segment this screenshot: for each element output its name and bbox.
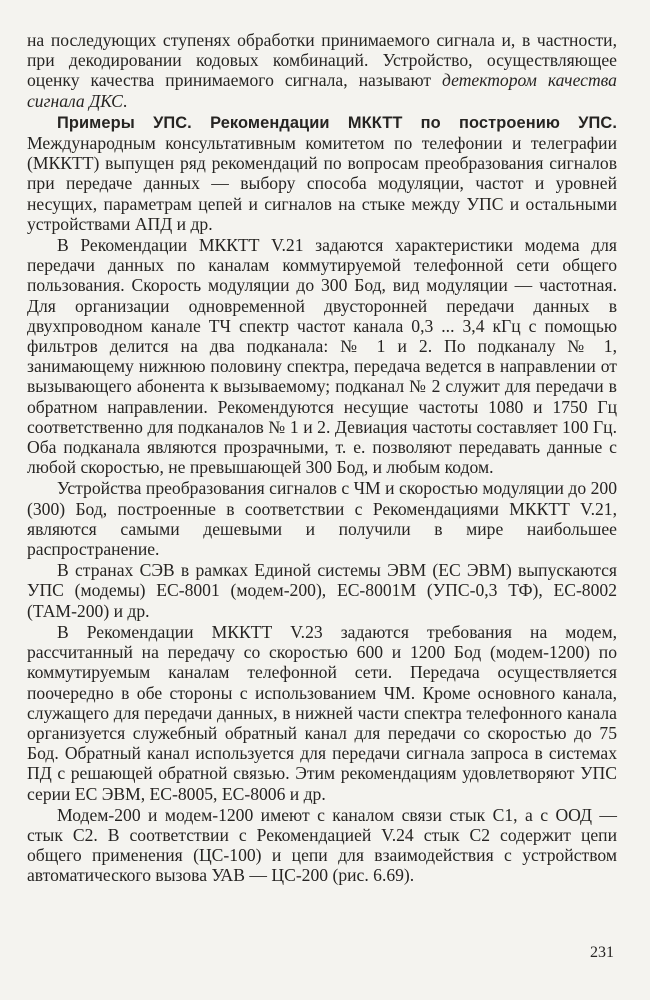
section-heading: Примеры УПС. Рекомендации МККТТ по построению УПС. — [57, 113, 617, 132]
paragraph-sev: В странах СЭВ в рамках Единой системы ЭВМ (ЕС ЭВМ) выпускаются УПС (модемы) ЕС-8001 (модем-200), ЕС-8001М (УПС-0,3 ТФ), ЕС-8002 (ТАМ-200) и др. — [27, 560, 617, 621]
paragraph-v21: В Рекомендации МККТТ V.21 задаются характеристики модема для передачи данных по каналам коммутируемой телефонной сети общего пользования. Скорость модуляции до 300 Бод, вид модуляции — частотная. Для организации одновременной двусторонней передачи данных в двухпроводном канале ТЧ спектр частот канала 0,3 ... 3,4 кГц с помощью фильтров делится на два подканала: № 1 и 2. По подканалу № 1, занимающему нижнюю половину спектра, передача ведется в направлении от вызывающего абонента к вызываемому; подканал № 2 служит для передачи в обратном направлении. Рекомендуются несущие частоты 1080 и 1750 Гц соответственно для подканалов № 1 и 2. Девиация частоты составляет 100 Гц. Оба подканала являются прозрачными, т. е. позволяют передавать данные с любой скоростью, не превышающей 300 Бод, и любым кодом. — [27, 235, 617, 478]
paragraph-continuation — [27, 30, 617, 111]
paragraph-section — [27, 112, 617, 234]
paragraph-1-end: . — [122, 90, 128, 111]
page-number: 231 — [590, 944, 614, 961]
paragraph-fm-devices: Устройства преобразования сигналов с ЧМ и скоростью модуляции до 200 (300) Бод, построенные в соответствии с Рекомендациями МККТТ V.21, являются самыми дешевыми и получили в мире наибольшее распространение. — [27, 478, 617, 560]
paragraph-interfaces: Модем-200 и модем-1200 имеют с каналом связи стык С1, а с ООД — стык С2. В соответствии с Рекомендацией V.24 стык С2 содержит цепи общего применения (ЦС-100) и цепи для взаимодействия с устройством автоматического вызова УАВ — ЦС-200 (рис. 6.69). — [27, 804, 617, 886]
paragraph-2-text: Международным консультативным комитетом по телефонии и телеграфии (МККТТ) выпущен ряд рекомендаций по вопросам преобразования сигналов при передаче данных — выбору способа модуляции, частот и уровней несущих, параметрам цепей и сигналов на стыке между УПС и остальными устройствами АПД и др. — [27, 133, 617, 234]
term-detector: детектором качества сигнала ДКС — [27, 70, 617, 111]
paragraph-v23: В Рекомендации МККТТ V.23 задаются требования на модем, рассчитанный на передачу со скоростью 600 и 1200 Бод (модем-1200) по коммутируемым каналам телефонной сети. Передача осуществляется поочередно в обе стороны с использованием ЧМ. Кроме основного канала, служащего для передачи данных, в нижней части спектра телефонного канала организуется служебный обратный канал для передачи со скоростью до 75 Бод. Обратный канал используется для передачи сигнала запроса в системах ПД с решающей обратной связью. Этим рекомендациям удовлетворяют УПС серии ЕС ЭВМ, ЕС-8005, ЕС-8006 и др. — [27, 621, 617, 804]
paragraph-1-text: на последующих ступенях обработки принимаемого сигнала и, в частности, при декодировании кодовых комбинаций. Устройство, осуществляющее оценку качества принимаемого сигнала, называют — [27, 30, 617, 91]
page-body — [27, 30, 617, 887]
